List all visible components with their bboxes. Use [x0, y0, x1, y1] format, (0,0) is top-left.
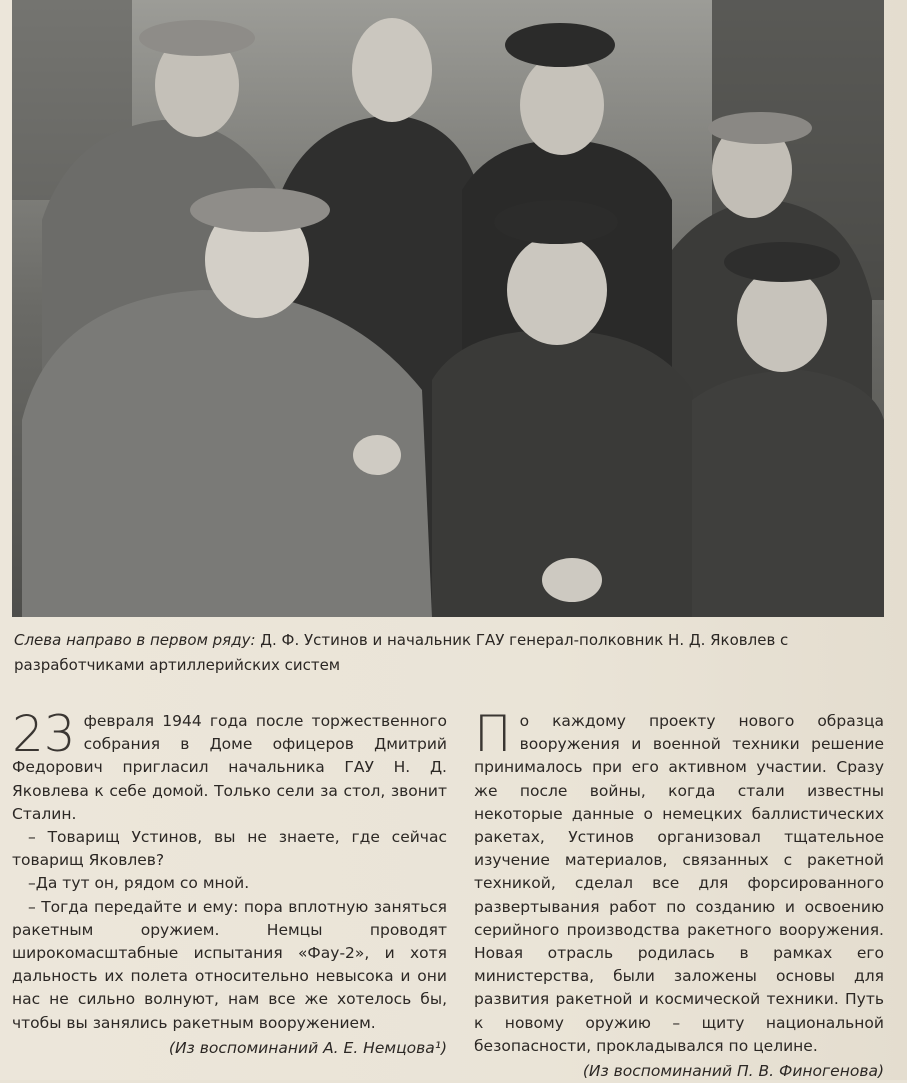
- dropcap-left: 23: [12, 705, 76, 763]
- caption-lead: Слева направо в первом ряду:: [14, 631, 256, 649]
- photo-caption: [14, 628, 884, 678]
- left-column: [12, 705, 447, 1060]
- paragraph: – Товарищ Устинов, вы не знаете, где сейчас товарищ Яковлев?: [12, 828, 447, 870]
- source-attribution: (Из воспоминаний А. Е. Немцова¹): [168, 1038, 447, 1057]
- dropcap-right: П: [474, 705, 512, 763]
- paragraph: о каждому проекту нового образца вооружения и военной техники решение принималось при его активном участии. Сразу же после войны, когда стали известны некоторые данные о немецких баллистических ракетах, Устинов организовал тщательное изучение материалов, связанных с ракетной техникой, сделал все для форсированного развертывания работ по созданию и освоению серийного производства ракетного вооружения. Новая отрасль родилась в рамках его министерства, были заложены основы для развития ракетной и космической техники. Путь к новому оружию – щиту национальной безопасности, прокладывался по целине.: [474, 712, 884, 1055]
- paragraph: –Да тут он, рядом со мной.: [28, 874, 250, 893]
- caption-text: Д. Ф. Устинов и начальник ГАУ генерал-полковник Н. Д. Яковлев с разработчиками артиллерийских систем: [14, 631, 789, 674]
- paragraph: февраля 1944 года после торжественного собрания в Доме офицеров Дмитрий Федорович пригласил начальника ГАУ Н. Д. Яковлева к себе домой. Только сели за стол, звонит Сталин.: [12, 712, 447, 823]
- photo-illustration: [12, 0, 884, 617]
- source-attribution: (Из воспоминаний П. В. Финогенова): [582, 1062, 884, 1081]
- right-column: [474, 705, 884, 1083]
- paragraph: – Тогда передайте и ему: пора вплотную заняться ракетным оружием. Немцы проводят широкомасштабные испытания «Фау-2», и хотя дальность их полета относительно невысока и они нас не сильно волнуют, нам все же хотелось бы, чтобы вы занялись ракетным вооружением.: [12, 897, 447, 1032]
- group-photo: [12, 0, 884, 617]
